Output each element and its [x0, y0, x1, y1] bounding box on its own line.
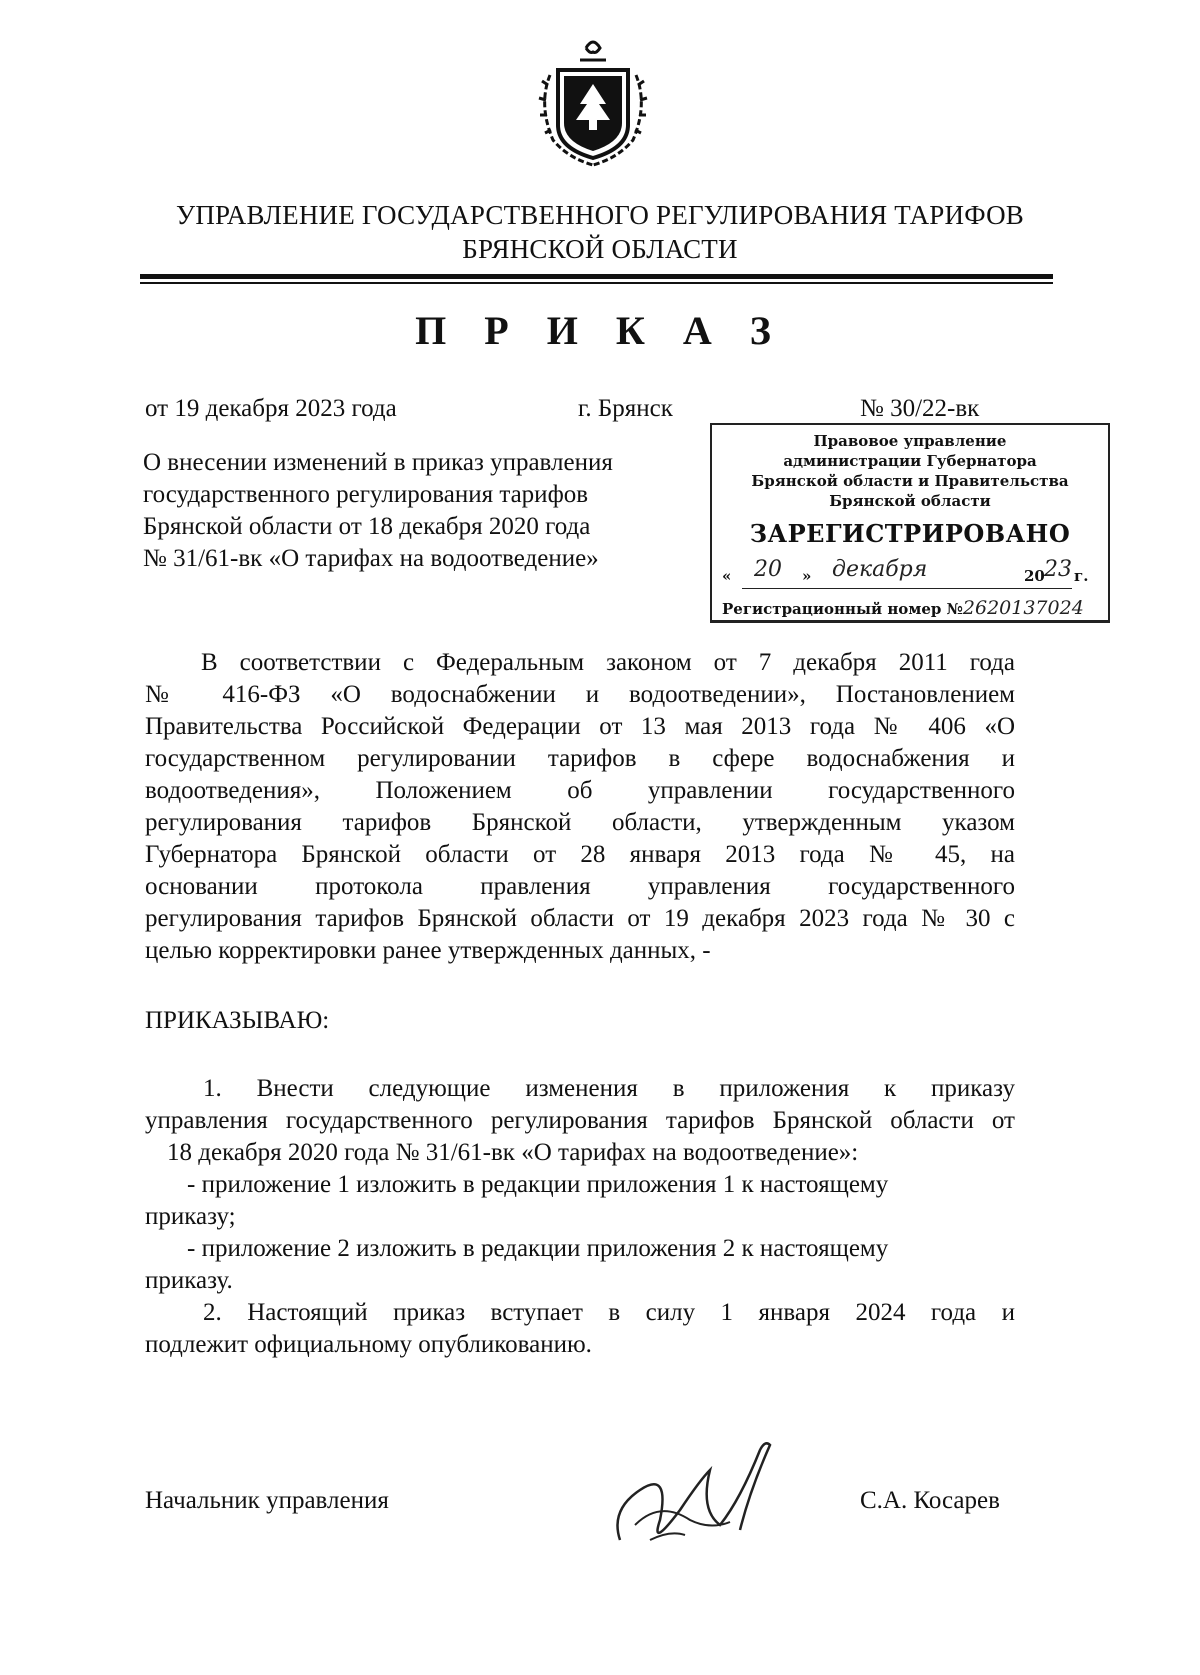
- preamble-line: № 416-ФЗ «О водоснабжении и водоотведении», Постановлением: [145, 681, 1015, 708]
- item-1-line: 1. Внести следующие изменения в приложения к приказу: [203, 1075, 1015, 1102]
- authority-line-2: БРЯНСКОЙ ОБЛАСТИ: [462, 234, 738, 264]
- document-city: г. Брянск: [578, 395, 673, 422]
- document-number: № 30/22-вк: [860, 395, 980, 422]
- item-1-sub: - приложение 2 изложить в редакции приложения 2 к настоящему: [187, 1235, 889, 1262]
- stamp-registered: ЗАРЕГИСТРИРОВАНО: [749, 519, 1071, 548]
- stamp-date: [722, 557, 1102, 589]
- stamp-reg-number: 2620137024: [962, 597, 1084, 619]
- signer-title: Начальник управления: [145, 1487, 389, 1514]
- stamp-date-year-unit: г.: [1074, 567, 1089, 585]
- subject-line: государственного регулирования тарифов: [143, 481, 589, 508]
- signer-name: С.А. Косарев: [860, 1487, 1000, 1514]
- stamp-date-year-prefix: 20: [1024, 567, 1045, 585]
- item-2-line: 2. Настоящий приказ вступает в силу 1 января 2024 года и: [203, 1299, 1015, 1326]
- item-1-line: 18 декабря 2020 года № 31/61-вк «О тарифах на водоотведение»:: [167, 1139, 859, 1166]
- stamp-reg-label: Регистрационный номер №: [722, 600, 963, 618]
- stamp-reg-number-row: [722, 597, 1102, 619]
- stamp-line-2: администрации Губернатора: [783, 452, 1037, 470]
- preamble-line: государственном регулировании тарифов в сфере водоснабжения и: [145, 745, 1015, 772]
- stamp-date-year-suffix: 23: [1044, 557, 1072, 582]
- subject-line: № 31/61-вк «О тарифах на водоотведение»: [143, 545, 599, 572]
- stamp-line-3: Брянской области и Правительства: [751, 472, 1069, 490]
- preamble-line: регулирования тарифов Брянской области от 19 декабря 2023 года № 30 с: [145, 905, 1015, 932]
- preamble: [145, 647, 1015, 967]
- preamble-line: водоотведения», Положением об управлении государственного: [145, 777, 1015, 804]
- subject-line: Брянской области от 18 декабря 2020 года: [143, 513, 591, 540]
- order-items: [145, 1073, 1015, 1361]
- preamble-line: целью корректировки ранее утвержденных данных, -: [145, 937, 711, 964]
- item-1-sub: приказу.: [145, 1267, 233, 1294]
- header-rule-thick: [140, 274, 1053, 279]
- subject-line: О внесении изменений в приказ управления: [143, 449, 613, 476]
- stamp-line-1: Правовое управление: [813, 432, 1007, 450]
- stamp-date-day: 20: [754, 557, 782, 582]
- stamp-date-month: декабря: [832, 557, 928, 582]
- document-title: П Р И К А З: [415, 308, 785, 353]
- preamble-line: Правительства Российской Федерации от 13 мая 2013 года № 406 «О: [145, 713, 1015, 740]
- stamp-date-underline: [742, 588, 1072, 589]
- item-1-sub: приказу;: [145, 1203, 236, 1230]
- authority-line-1: УПРАВЛЕНИЕ ГОСУДАРСТВЕННОГО РЕГУЛИРОВАНИЯ ТАРИФОВ: [176, 200, 1024, 230]
- document-subject: [143, 447, 663, 575]
- stamp-date-open-quote: «: [722, 567, 732, 585]
- preamble-line: регулирования тарифов Брянской области, утвержденным указом: [145, 809, 1015, 836]
- item-1-line: управления государственного регулирования тарифов Брянской области от: [145, 1107, 1015, 1134]
- stamp-date-close-quote: »: [802, 567, 812, 585]
- preamble-line: Губернатора Брянской области от 28 января 2013 года № 45, на: [145, 841, 1015, 868]
- document-date: от 19 декабря 2023 года: [145, 395, 397, 422]
- item-2-line: подлежит официальному опубликованию.: [145, 1331, 592, 1358]
- registration-stamp: [710, 423, 1110, 623]
- header-rule-thin: [140, 282, 1053, 284]
- coat-of-arms-emblem: [528, 30, 658, 170]
- item-1-sub: - приложение 1 изложить в редакции приложения 1 к настоящему: [187, 1171, 889, 1198]
- handwritten-signature: [590, 1430, 810, 1560]
- preamble-line: основании протокола правления управления государственного: [145, 873, 1015, 900]
- authority-header: [0, 198, 1200, 266]
- order-word: ПРИКАЗЫВАЮ:: [145, 1007, 330, 1034]
- stamp-line-4: Брянской области: [829, 492, 991, 510]
- preamble-line: В соответствии с Федеральным законом от 7 декабря 2011 года: [201, 649, 1015, 676]
